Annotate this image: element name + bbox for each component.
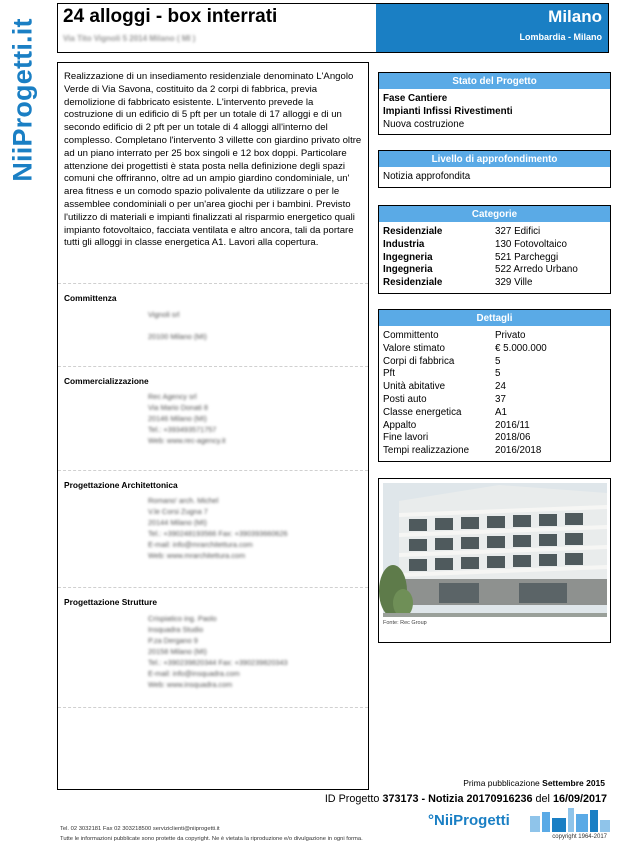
city-name: Milano (548, 7, 602, 26)
publication-date: 16/09/2017 (552, 793, 607, 805)
categoria-row (383, 264, 606, 277)
categoria-key: Residenziale (383, 277, 443, 289)
categoria-value: 522 Arredo Urbano (495, 264, 578, 276)
header-title-area (58, 4, 368, 52)
categoria-row (383, 239, 606, 252)
notizia-label: - Notizia (421, 793, 464, 805)
dettaglio-value: € 5.000.000 (495, 342, 547, 354)
project-header (57, 3, 609, 53)
header-location (376, 4, 608, 52)
dettaglio-value: 2016/11 (495, 419, 530, 431)
region-name: Lombardia - Milano (519, 32, 602, 42)
notizia-value: 20170916236 (466, 793, 533, 805)
dettaglio-value: A1 (495, 406, 507, 418)
dettaglio-value: 5 (495, 368, 501, 380)
prima-label: Prima pubblicazione (463, 778, 540, 788)
dettaglio-key: Classe energetica (383, 406, 462, 418)
section-body-committenza: Vignoli srl 20100 Milano (MI) (148, 310, 207, 341)
livello-body (379, 168, 610, 187)
categoria-row (383, 226, 606, 239)
section-body-progettazione-architettonica: Romano' arch. Michel V.le Corsi Zugna 7 20144 Milano (MI) Tel.: +390248193566 Fax: +390393660626 E-mail: info@mrarchitettura.com Web: www.mrarchitettura.com (148, 496, 288, 560)
del-label: del (535, 793, 550, 805)
dettaglio-value: 5 (495, 355, 501, 367)
stato-progetto-box (378, 72, 611, 135)
section-title-committenza: Committenza (64, 293, 117, 303)
dettaglio-value: 2016/2018 (495, 445, 542, 457)
section-body-commercializzazione: Rec Agency srl Via Mario Donati 8 20146 Milano (MI) Tel.: +393493571757 Web: www.rec-agency.it (148, 392, 226, 445)
dettagli-box (378, 309, 611, 462)
categoria-row (383, 252, 606, 265)
section-title-progettazione-architettonica: Progettazione Architettonica (64, 480, 178, 490)
dettaglio-value: 37 (495, 393, 506, 405)
project-id-line (325, 793, 607, 805)
id-label: ID Progetto (324, 793, 380, 805)
dettaglio-row (383, 407, 606, 420)
footer-disclaimer: Tutte le informazioni pubblicate sono protette da copyright. Ne è vietata la riproduzione e/o divulgazione in ogni forma. (60, 836, 363, 842)
dettaglio-key: Valore stimato (383, 342, 445, 354)
section-divider (58, 366, 368, 367)
fase-label: Fase Cantiere (383, 93, 448, 104)
project-details-panel (57, 62, 369, 790)
section-title-progettazione-strutture: Progettazione Strutture (64, 597, 158, 607)
tipo-intervento: Nuova costruzione (383, 118, 465, 130)
categoria-key: Industria (383, 238, 425, 250)
impianti-label: Impianti Infissi Rivestimenti (383, 105, 513, 117)
section-divider (58, 470, 368, 471)
project-rendering-image (378, 478, 611, 643)
dettaglio-value: 2018/06 (495, 432, 531, 444)
dettaglio-row (383, 343, 606, 356)
project-address: Via Tito Vignoli 5 2014 Milano ( MI ) (63, 34, 196, 43)
categoria-value: 327 Edifici (495, 226, 541, 237)
livello-heading: Livello di approfondimento (379, 151, 610, 168)
livello-value: Notizia approfondita (383, 171, 471, 182)
dettaglio-key: Committento (383, 330, 439, 341)
stato-progetto-heading: Stato del Progetto (379, 73, 610, 90)
dettaglio-row (383, 394, 606, 407)
id-value: 373173 (382, 793, 419, 805)
dettaglio-key: Appalto (383, 419, 417, 431)
categoria-value: 329 Ville (495, 277, 533, 289)
dettaglio-key: Fine lavori (383, 432, 429, 444)
footer-contacts: Tel. 02 3032181 Fax 02 303218500 serviziclienti@niiprogetti.it (60, 826, 220, 832)
dettaglio-key: Unità abitative (383, 381, 446, 393)
dettaglio-row (383, 368, 606, 381)
dettaglio-key: Pft (383, 368, 395, 380)
vertical-brand-logo (3, 5, 43, 195)
categoria-row (383, 277, 606, 290)
project-description: Realizzazione di un insediamento residenziale denominato L'Angolo Verde di Via Savona, costituito da 2 corpi di fabbrica, previa demolizione di fabbricato esistente. L'intervento prevede la costruzione di un edificio di 5 pft per un totale di 17 alloggi e di un secondo edificio di 2 pft per un totale di 4 alloggi all'interno del complesso. Completano l'intervento 3 villette con giardino privato oltre ad un piano interrato per 25 box singoli e 12 box doppi. Particolare attenzione dei progettisti è stata posta nella definizione degli spazi comuni che offriranno, oltre ad un ampio giardino condominiale, un' area fitness e un comodo spazio polivalente da utilizzare o per le assemblee condominiali o per un'area giochi per i bambini. Previsto l'utilizzo di materiali e impianti finalizzati al risparmio energetico quali impianto fotovoltaico, facciata ventilata e altro ancora, tali da portare tutti gli alloggi in classe energetica A1. Lavori alla copertura. (64, 71, 362, 249)
copyright-notice: copyright 1964-2017 (552, 834, 607, 840)
livello-box (378, 150, 611, 188)
categorie-box (378, 205, 611, 294)
dettaglio-value: Privato (495, 330, 526, 341)
skyline-logo-icon (530, 808, 610, 832)
categoria-value: 521 Parcheggi (495, 251, 559, 263)
section-divider (58, 283, 368, 284)
project-title: 24 alloggi - box interrati (63, 6, 278, 27)
dettaglio-value: 24 (495, 381, 506, 393)
dettaglio-row (383, 420, 606, 433)
dettagli-body (379, 327, 610, 461)
footer-brand-logo: °NiiProgetti (428, 812, 510, 829)
categoria-key: Ingegneria (383, 264, 433, 276)
photo-credit: Fonte: Rec Group (383, 620, 427, 626)
dettaglio-row (383, 432, 606, 445)
dettaglio-key: Posti auto (383, 393, 427, 405)
dettaglio-key: Tempi realizzazione (383, 445, 470, 457)
dettaglio-key: Corpi di fabbrica (383, 355, 455, 367)
prima-value: Settembre 2015 (542, 778, 605, 788)
categorie-heading: Categorie (379, 206, 610, 223)
building-rendering (379, 479, 610, 642)
categoria-value: 130 Fotovoltaico (495, 238, 567, 250)
section-divider (58, 587, 368, 588)
categorie-body (379, 223, 610, 293)
vertical-brand-text: NiiProgetti.it (7, 18, 38, 182)
dettaglio-row (383, 445, 606, 458)
first-publication (463, 778, 605, 788)
dettaglio-row (383, 381, 606, 394)
dettaglio-row (383, 356, 606, 369)
section-divider (58, 707, 368, 708)
dettagli-heading: Dettagli (379, 310, 610, 327)
section-title-commercializzazione: Commercializzazione (64, 376, 149, 386)
section-body-progettazione-strutture: Crispiatico ing. Paolo Insquadra Studio P.za Dergano 9 20158 Milano (MI) Tel.: +390239820344 Fax: +390239820343 E-mail: info@insquadra.com Web: www.insquadra.com (148, 614, 288, 689)
stato-progetto-body (379, 90, 610, 134)
categoria-key: Ingegneria (383, 251, 433, 263)
dettaglio-row (383, 330, 606, 343)
categoria-key: Residenziale (383, 226, 443, 237)
